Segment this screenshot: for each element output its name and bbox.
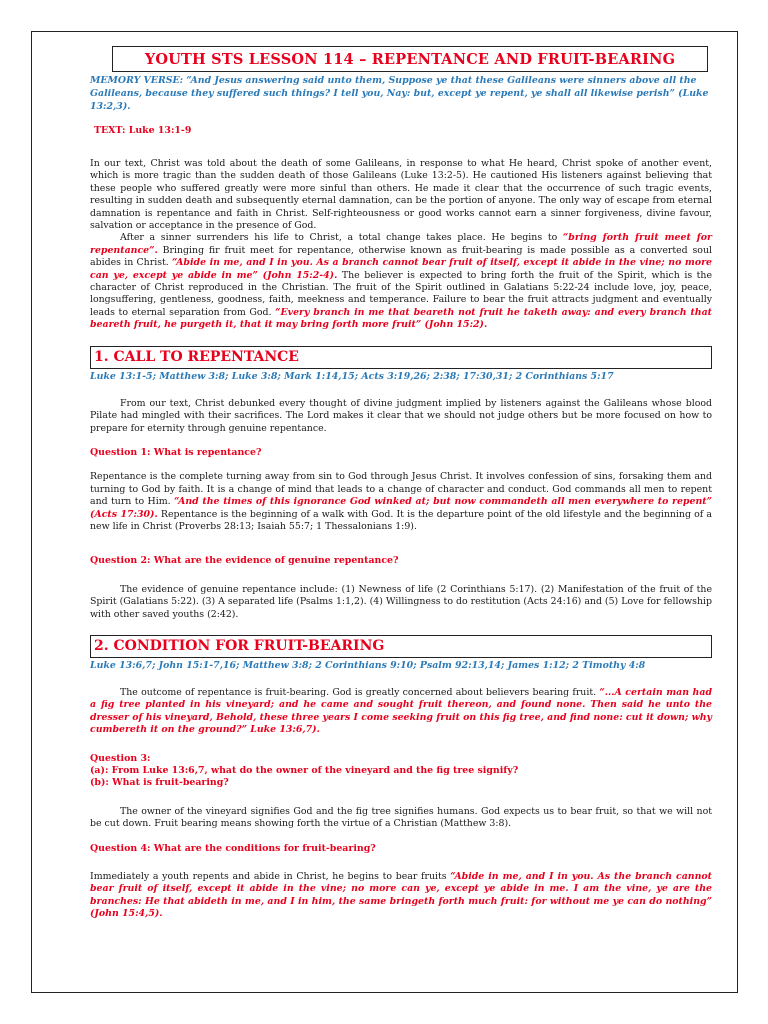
answer-4-text: Immediately a youth repents and abide in Christ, he begins to bear fruits (90, 871, 451, 883)
intro-p2-quote-b: “Abide in me, and I in you. As a branch cannot bear fruit of itself, except it abide in the vine; no more can ye, except ye abide in me” (John 15:2-4). (90, 257, 712, 281)
question-3 (90, 753, 712, 790)
answer-3: The owner of the vineyard signifies God and the fig tree signifies humans. God expects us to bear fruit, so that we will not be cut down. Fruit bearing means showing forth the virtue of a Christian (Matthew 3:8). (90, 805, 712, 830)
section-2-text: The outcome of repentance is fruit-bearing. God is greatly concerned about believers bearing fruit. (120, 686, 600, 698)
answer-1-text-b: Repentance is the beginning of a walk with God. It is the departure point of the old lifestyle and the beginning of a new life in Christ (Proverbs 28:13; Isaiah 55:7; 1 Thessalonians 1:9). (90, 508, 712, 532)
section-1-header (90, 346, 712, 369)
question-4: Question 4: What are the conditions for fruit-bearing? (90, 842, 376, 854)
title-box (112, 46, 708, 72)
section-2-quote: “...A certain man had a fig tree planted in his vineyard; and he came and sought fruit thereon, and found none. Then said he unto the dresser of his vineyard, Behold, these three years I come seeking fruit on this fig tree, and find none: cut it down; why cumbereth it on the ground?” Luke 13:6,7). (90, 686, 712, 736)
answer-2: The evidence of genuine repentance include: (1) Newness of life (2 Corinthians 5:17). (2) Manifestation of the fruit of the Spirit (Galatians 5:22). (3) A separated life (Psalms 1:1,2). (4) Willingness to do restitution (Acts 24:16) and (5) Love for fellowship with other saved youths (2:42). (90, 583, 712, 620)
lesson-content (90, 46, 712, 921)
intro-p2-quote-c: “Every branch in me that beareth not fruit he taketh away: and every branch that beareth fruit, he purgeth it, that it may bring forth more fruit” (John 15:2). (90, 306, 712, 331)
question-1: Question 1: What is repentance? (90, 446, 262, 458)
section-2-references: Luke 13:6,7; John 15:1-7,16; Matthew 3:8; 2 Corinthians 9:10; Psalm 92:13,14; James 1:12; 2 Timothy 4:8 (90, 659, 646, 671)
section-1-title: 1. CALL TO REPENTANCE (94, 349, 299, 366)
section-2-title: 2. CONDITION FOR FRUIT-BEARING (94, 638, 385, 655)
memory-verse: MEMORY VERSE: “And Jesus answering said unto them, Suppose ye that these Galileans were sinners above all the Galileans, because they suffered such things? I tell you, Nay: but, except ye repent, ye shall all likewise perish” (Luke 13:2,3). (90, 75, 709, 112)
section-2-paragraph (90, 687, 712, 737)
question-3b: (b): What is fruit-bearing? (90, 777, 229, 789)
answer-1-text-a: Repentance is the complete turning away from sin to God through Jesus Christ. It involves confession of sins, forsaking them and turning to God by faith. It is a change of mind that leads to a change of character and conduct. God commands all men to repent and turn to Him. (90, 471, 712, 508)
intro-paragraph-2 (90, 232, 712, 331)
question-3-label: Question 3: (90, 752, 151, 764)
intro-p2-quote-a: “bring forth fruit meet for repentance”. (90, 232, 712, 256)
text-reference: TEXT: Luke 13:1-9 (94, 125, 192, 136)
section-2-header (90, 635, 712, 658)
question-3a: (a): From Luke 13:6,7, what do the owner of the vineyard and the fig tree signify? (90, 765, 519, 776)
lesson-title: YOUTH STS LESSON 114 – REPENTANCE AND FRUIT-BEARING (144, 50, 676, 68)
question-2: Question 2: What are the evidence of genuine repentance? (90, 555, 399, 567)
page-frame (31, 31, 738, 993)
answer-1 (90, 471, 712, 533)
intro-p2-text-a: After a sinner surrenders his life to Christ, a total change takes place. He begins to (120, 232, 563, 244)
answer-4-quote: “Abide in me, and I in you. As the branch cannot bear fruit of itself, except it abide in the vine; no more can ye, except ye abide in me. I am the vine, ye are the branches: He that abideth in me, and I in him, the same bringeth forth much fruit: for without me ye can do nothing” (John 15:4,5). (90, 871, 712, 920)
answer-4 (90, 871, 712, 921)
section-1-references: Luke 13:1-5; Matthew 3:8; Luke 3:8; Mark 1:14,15; Acts 3:19,26; 2:38; 17:30,31; 2 Corinthians 5:17 (90, 370, 614, 382)
intro-p2-text-c: The believer is expected to bring forth the fruit of the Spirit, which is the character of Christ reproduced in the Christian. The fruit of the Spirit outlined in Galatians 5:22-24 include love, joy, peace, longsuffering, gentleness, goodness, faith, meekness and temperance. Failure to bear the fruit attracts judgment and eventually leads to eternal separation from God. (90, 269, 712, 318)
intro-p2-text-b: Bringing fir fruit meet for repentance, otherwise known as fruit-bearing is made possible as a converted soul abides in Christ. (90, 244, 712, 269)
section-1-paragraph: From our text, Christ debunked every thought of divine judgment implied by listeners against the Galileans whose blood Pilate had mingled with their sacrifices. The Lord makes it clear that we should not judge others but be more focused on how to prepare for eternity through genuine repentance. (90, 397, 712, 434)
intro-paragraph-1: In our text, Christ was told about the death of some Galileans, in response to what He heard, Christ spoke of another event, which is more tragic than the sudden death of those Galileans (Luke 13:2-5). He cautioned His listeners against believing that these people who suffered greatly were more sinful than others. He made it clear that the occurrence of such tragic events, resulting in sudden death and subsequently eternal damnation, can be the portion of anyone. The only way of escape from eternal damnation is repentance and faith in Christ. Self-righteousness or good works cannot earn a sinner forgiveness, divine favour, salvation or acceptance in the presence of God. (90, 158, 712, 232)
answer-1-quote: “And the times of this ignorance God winked at; but now commandeth all men everywhere to repent” (Acts 17:30). (90, 496, 712, 520)
